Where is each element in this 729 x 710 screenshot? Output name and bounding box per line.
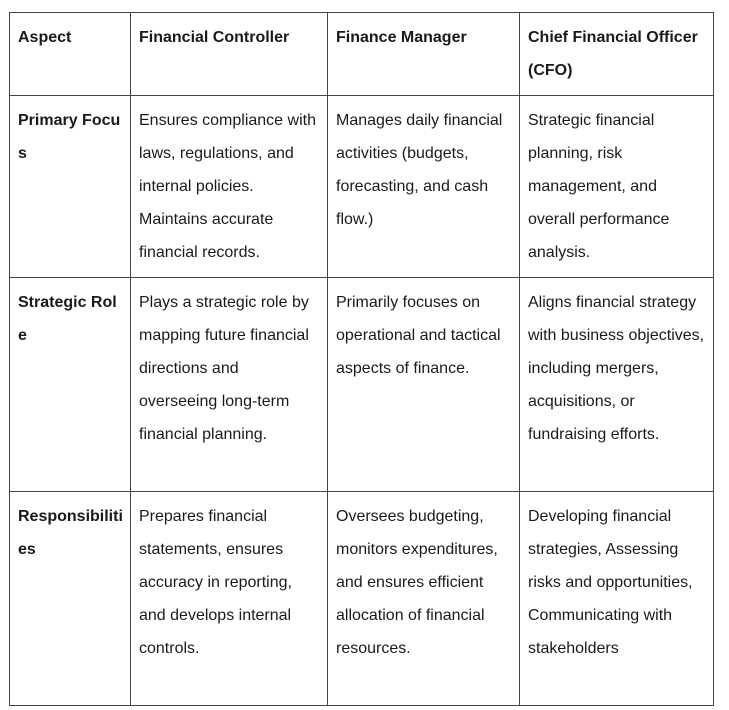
table-row — [10, 492, 714, 706]
header-cfo: Chief Financial Officer (CFO) — [520, 13, 714, 96]
aspect-cell: Primary Focus — [10, 96, 131, 278]
table-row — [10, 278, 714, 492]
cfo-cell: Strategic financial planning, risk management, and overall performance analysis. — [520, 96, 714, 278]
table-row — [10, 96, 714, 278]
finance-manager-cell: Primarily focuses on operational and tactical aspects of finance. — [328, 278, 520, 492]
financial-controller-cell: Prepares financial statements, ensures accuracy in reporting, and develops internal controls. — [131, 492, 328, 706]
cfo-cell: Aligns financial strategy with business objectives, including mergers, acquisitions, or fundraising efforts. — [520, 278, 714, 492]
cfo-cell: Developing financial strategies, Assessing risks and opportunities, Communicating with stakeholders — [520, 492, 714, 706]
financial-controller-cell: Ensures compliance with laws, regulations, and internal policies. Maintains accurate financial records. — [131, 96, 328, 278]
header-financial-controller: Financial Controller — [131, 13, 328, 96]
finance-manager-cell: Oversees budgeting, monitors expenditures, and ensures efficient allocation of financial resources. — [328, 492, 520, 706]
header-finance-manager: Finance Manager — [328, 13, 520, 96]
table-header-row — [10, 13, 714, 96]
aspect-cell: Strategic Role — [10, 278, 131, 492]
comparison-table — [9, 12, 714, 706]
financial-controller-cell: Plays a strategic role by mapping future financial directions and overseeing long-term financial planning. — [131, 278, 328, 492]
aspect-cell: Responsibilities — [10, 492, 131, 706]
header-aspect: Aspect — [10, 13, 131, 96]
finance-manager-cell: Manages daily financial activities (budgets, forecasting, and cash flow.) — [328, 96, 520, 278]
